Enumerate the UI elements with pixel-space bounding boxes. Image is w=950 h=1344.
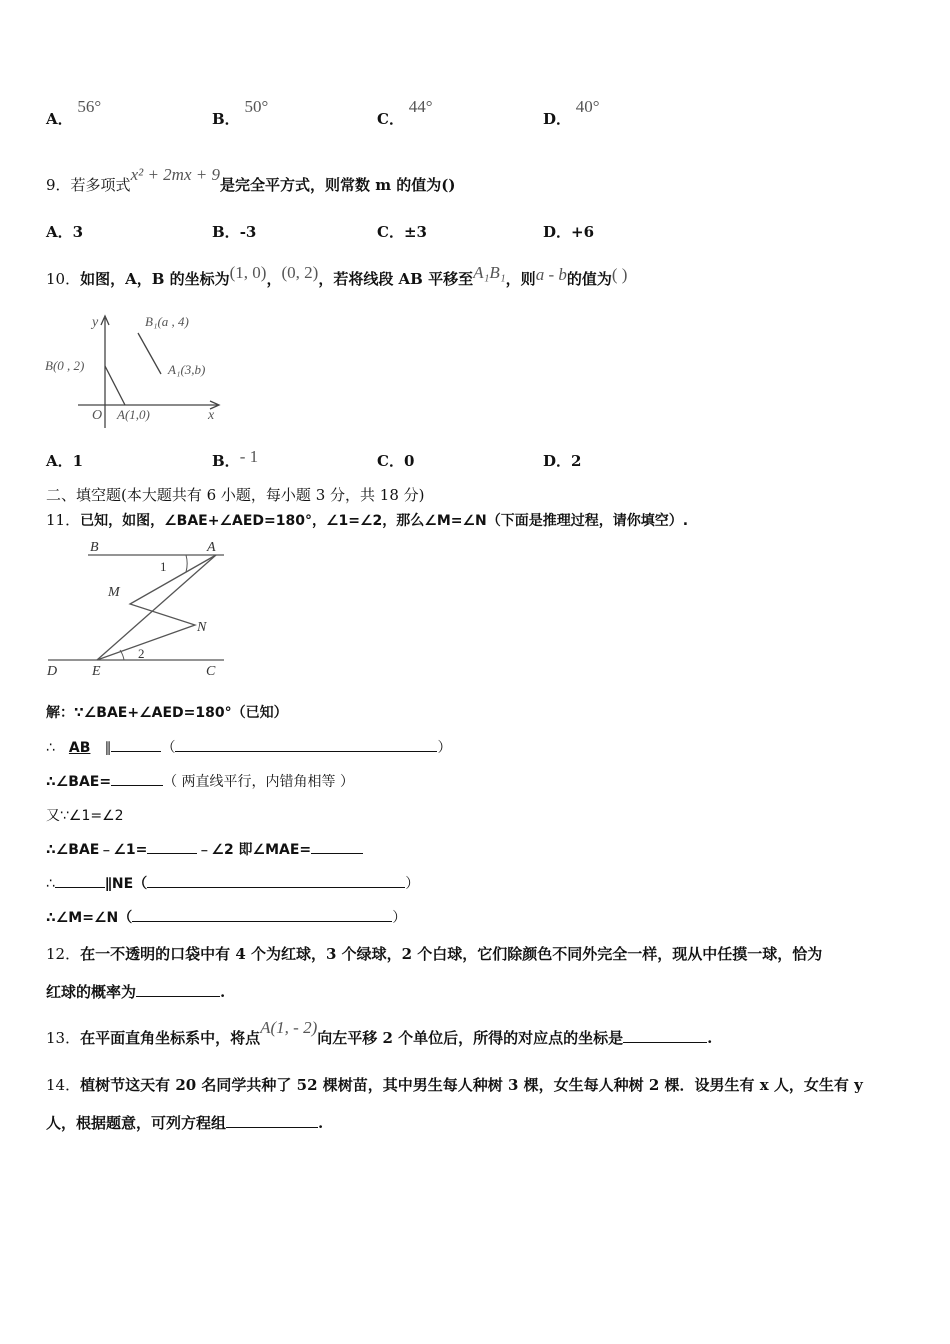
option-value: +6 bbox=[571, 223, 595, 241]
question-text: 若多项式 bbox=[70, 176, 131, 194]
q9-option-c bbox=[377, 221, 427, 242]
q11-parallel-lines-figure bbox=[40, 535, 240, 680]
answer-blank[interactable] bbox=[136, 982, 220, 997]
solution-text: ﹣∠2 即∠MAE= bbox=[197, 842, 312, 858]
answer-blank[interactable] bbox=[111, 771, 163, 786]
angle-1-label: 1 bbox=[160, 559, 167, 574]
question-text: . bbox=[318, 1114, 324, 1132]
q8-option-c bbox=[377, 97, 433, 129]
question-11 bbox=[46, 509, 688, 530]
point-a-label: A(1,0) bbox=[117, 407, 150, 422]
question-number: 12． bbox=[46, 945, 81, 963]
question-13 bbox=[46, 1018, 713, 1048]
solution-text: ） bbox=[437, 740, 452, 756]
q10-option-d bbox=[543, 450, 581, 471]
solution-text: （ bbox=[161, 740, 176, 756]
formula: x² + 2mx + 9 bbox=[130, 165, 220, 184]
q8-option-a bbox=[46, 97, 102, 129]
q8-option-d bbox=[543, 97, 600, 129]
formula: a - b bbox=[535, 265, 567, 284]
answer-blank[interactable] bbox=[226, 1113, 318, 1128]
option-letter: A． bbox=[46, 110, 73, 128]
solution-text: ∴∠BAE﹣∠1= bbox=[46, 842, 148, 858]
option-value: 0 bbox=[403, 452, 415, 470]
question-text: 向左平移 2 个单位后，所得的对应点的坐标是 bbox=[317, 1029, 624, 1047]
question-12-line-2 bbox=[46, 981, 225, 1002]
q10-option-b bbox=[212, 447, 259, 471]
question-12 bbox=[46, 943, 822, 964]
answer-blank[interactable] bbox=[147, 873, 405, 888]
option-value: 3 bbox=[72, 223, 84, 241]
option-letter: A． bbox=[46, 223, 73, 241]
answer-blank[interactable] bbox=[55, 873, 105, 888]
option-letter: D． bbox=[543, 452, 572, 470]
q10-option-c bbox=[377, 450, 414, 471]
point-e-label: E bbox=[92, 664, 101, 679]
solution-line-1 bbox=[46, 702, 288, 722]
question-number: 11． bbox=[46, 511, 81, 529]
y-label: y bbox=[92, 315, 99, 330]
solution-line-2 bbox=[46, 737, 451, 757]
section-title: 二、填空题(本大题共有 6 小题，每小题 3 分，共 18 分) bbox=[46, 486, 425, 504]
formula: A₁B₁ bbox=[473, 263, 506, 282]
q9-option-d bbox=[543, 221, 594, 242]
question-number: 9． bbox=[46, 176, 71, 194]
question-14-line-2 bbox=[46, 1112, 323, 1133]
solution-text: ∥ bbox=[104, 740, 112, 756]
segment-ab bbox=[105, 366, 125, 405]
option-letter: C． bbox=[377, 452, 404, 470]
question-text: 如图，A，B 的坐标为 bbox=[80, 270, 230, 288]
solution-text: 解：∵∠BAE+∠AED=180°（已知） bbox=[46, 705, 288, 721]
solution-line-5 bbox=[46, 839, 363, 859]
point-m-label: M bbox=[108, 585, 120, 600]
question-number: 14． bbox=[46, 1076, 81, 1094]
question-text: 是完全平方式，则常数 m 的值为() bbox=[219, 176, 456, 194]
option-value: 44° bbox=[408, 97, 433, 116]
formula: (1, 0) bbox=[229, 263, 267, 282]
question-text: 人，根据题意，可列方程组 bbox=[46, 1114, 227, 1132]
question-text: . bbox=[707, 1029, 713, 1047]
q8-option-b bbox=[212, 97, 269, 129]
question-text: . bbox=[220, 983, 226, 1001]
angle-1-arc bbox=[186, 555, 187, 572]
solution-line-7 bbox=[46, 907, 406, 927]
question-9 bbox=[46, 165, 456, 195]
option-value: 50° bbox=[244, 97, 269, 116]
answer-blank[interactable] bbox=[132, 907, 392, 922]
q10-option-a bbox=[46, 450, 83, 471]
formula: A(1, - 2) bbox=[260, 1018, 318, 1037]
option-letter: C． bbox=[377, 110, 404, 128]
option-value: - 1 bbox=[239, 447, 259, 466]
answer-blank[interactable] bbox=[111, 737, 161, 752]
origin-label: O bbox=[92, 408, 103, 423]
option-letter: D． bbox=[543, 110, 572, 128]
option-letter: B． bbox=[212, 110, 240, 128]
segment-a1b1 bbox=[138, 333, 161, 374]
solution-text: ∴∠BAE= bbox=[46, 774, 112, 790]
solution-text: ∴∠M=∠N（ bbox=[46, 910, 133, 926]
option-letter: A． bbox=[46, 452, 73, 470]
formula: (0, 2) bbox=[281, 263, 319, 282]
option-letter: B． bbox=[212, 223, 240, 241]
question-text: 红球的概率为 bbox=[46, 983, 137, 1001]
solution-text: ） bbox=[392, 910, 407, 926]
point-c-label: C bbox=[206, 664, 216, 679]
option-value: 40° bbox=[575, 97, 600, 116]
formula: ( ) bbox=[611, 265, 628, 284]
filled-blank: AB bbox=[68, 740, 91, 756]
q9-option-b bbox=[212, 221, 256, 242]
solution-text: ∥NE（ bbox=[104, 876, 148, 892]
question-text: 已知，如图，∠BAE+∠AED=180°，∠1=∠2，那么∠M=∠N（下面是推理过程，请你填空）. bbox=[80, 513, 689, 529]
segment-ae bbox=[97, 555, 216, 660]
option-letter: B． bbox=[212, 452, 240, 470]
solution-line-4 bbox=[46, 805, 124, 825]
question-text: 在一不透明的口袋中有 4 个为红球，3 个绿球，2 个白球，它们除颜色不同外完全一样，现从中任摸一球，恰为 bbox=[80, 945, 823, 963]
point-a-label: A bbox=[207, 540, 216, 555]
solution-text: 又∵∠1=∠2 bbox=[46, 808, 124, 824]
solution-line-3 bbox=[46, 771, 354, 791]
question-text: ，若将线段 AB 平移至 bbox=[318, 270, 474, 288]
angle-2-label: 2 bbox=[138, 646, 145, 661]
solution-line-6 bbox=[46, 873, 419, 893]
question-text: ，则 bbox=[505, 270, 536, 288]
question-10 bbox=[46, 263, 628, 289]
point-b1-label: B₁(a , 4) bbox=[145, 314, 189, 329]
answer-blank[interactable] bbox=[311, 839, 363, 854]
answer-blank[interactable] bbox=[175, 737, 437, 752]
point-d-label: D bbox=[47, 664, 58, 679]
question-number: 10． bbox=[46, 270, 81, 288]
option-value: 1 bbox=[72, 452, 84, 470]
q9-option-a bbox=[46, 221, 83, 242]
option-value: 2 bbox=[571, 452, 582, 470]
question-text: 植树节这天有 20 名同学共种了 52 棵树苗，其中男生每人种树 3 棵，女生每人种树 2 棵．设男生有 x 人，女生有 y bbox=[80, 1076, 863, 1094]
option-value: -3 bbox=[239, 223, 257, 241]
point-b-label: B bbox=[90, 540, 99, 555]
separator: ， bbox=[266, 270, 282, 288]
option-letter: C． bbox=[377, 223, 404, 241]
option-letter: D． bbox=[543, 223, 572, 241]
point-n-label: N bbox=[197, 620, 207, 635]
solution-text: ∴ bbox=[46, 740, 55, 756]
q10-coordinate-figure bbox=[40, 308, 230, 438]
point-b-label: B(0 , 2) bbox=[45, 358, 85, 373]
question-text: 在平面直角坐标系中，将点 bbox=[80, 1029, 261, 1047]
question-14 bbox=[46, 1074, 863, 1095]
point-a1-label: A₁(3,b) bbox=[168, 362, 206, 377]
option-value: 56° bbox=[77, 97, 102, 116]
x-label: x bbox=[208, 408, 215, 423]
solution-text: ∴ bbox=[46, 876, 55, 892]
option-value: ±3 bbox=[403, 223, 427, 241]
answer-blank[interactable] bbox=[147, 839, 197, 854]
solution-text: （ 两直线平行，内错角相等 ） bbox=[163, 774, 354, 790]
question-text: 的值为 bbox=[566, 270, 612, 288]
question-number: 13． bbox=[46, 1029, 81, 1047]
solution-text: ） bbox=[405, 876, 420, 892]
answer-blank[interactable] bbox=[623, 1028, 707, 1043]
